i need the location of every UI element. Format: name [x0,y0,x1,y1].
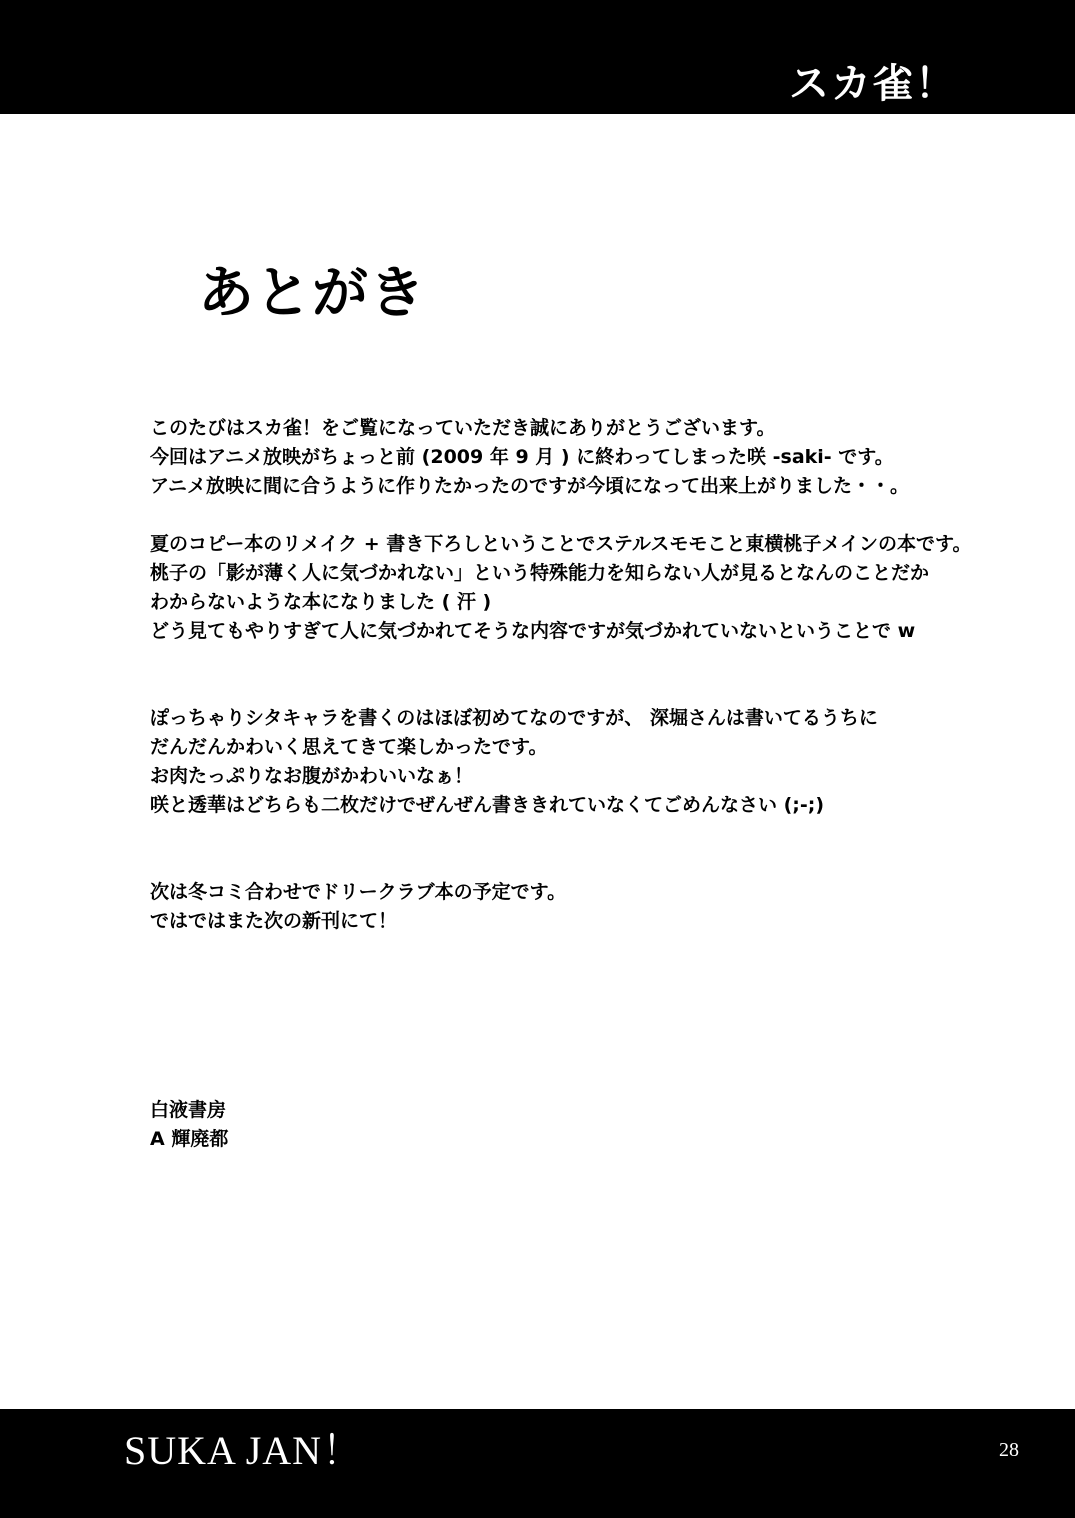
text-line: このたびはスカ雀！をご覧になっていただき誠にありがとうございます。 [150,417,776,439]
paragraph-4 [150,878,1010,936]
afterword-body [150,414,1010,1154]
page-heading: あとがき [198,261,426,326]
paragraph-3 [150,704,1010,820]
text-line: 咲と透華はどちらも二枚だけでぜんぜん書ききれていなくてごめんなさい (;-;) [150,794,825,816]
paragraph-1 [150,414,1010,501]
text-line: 桃子の「影が薄く人に気づかれない」という特殊能力を知らない人が見るとなんのことだか [150,562,930,584]
paragraph-2 [150,530,1010,646]
text-line: ぽっちゃりシタキャラを書くのはほぼ初めてなのですが、 深堀さんは書いてるうちに [150,707,878,729]
text-line: どう見てもやりすぎて人に気づかれてそうな内容ですが気づかれていないということで w [150,620,916,642]
text-line: アニメ放映に間に合うように作りたかったのですが今頃になって出来上がりました・・。 [150,475,910,497]
footer-bar [0,1409,1075,1518]
text-line: ではではまた次の新刊にて！ [150,910,398,932]
text-line: だんだんかわいく思えてきて楽しかったです。 [150,736,548,758]
header-bar [0,0,1075,114]
footer-title: SUKA JAN！ [124,1428,364,1473]
signature [150,1096,1010,1154]
text-line: 今回はアニメ放映がちょっと前 (2009 年 9 月 ) に終わってしまった咲 -saki- です。 [150,446,894,468]
circle-name: 白液書房 [150,1099,227,1121]
text-line: わからないような本になりました ( 汗 ) [150,591,492,613]
author-name: A 輝廃都 [150,1128,229,1150]
text-line: 次は冬コミ合わせでドリークラブ本の予定です。 [150,881,567,903]
text-line: 夏のコピー本のリメイク + 書き下ろしということでステルスモモこと東横桃子メインの本です。 [150,533,972,555]
page-number: 28 [999,1439,1019,1461]
text-line: お肉たっぷりなお腹がかわいいなぁ！ [150,765,474,787]
header-title: スカ雀！ [789,61,957,107]
